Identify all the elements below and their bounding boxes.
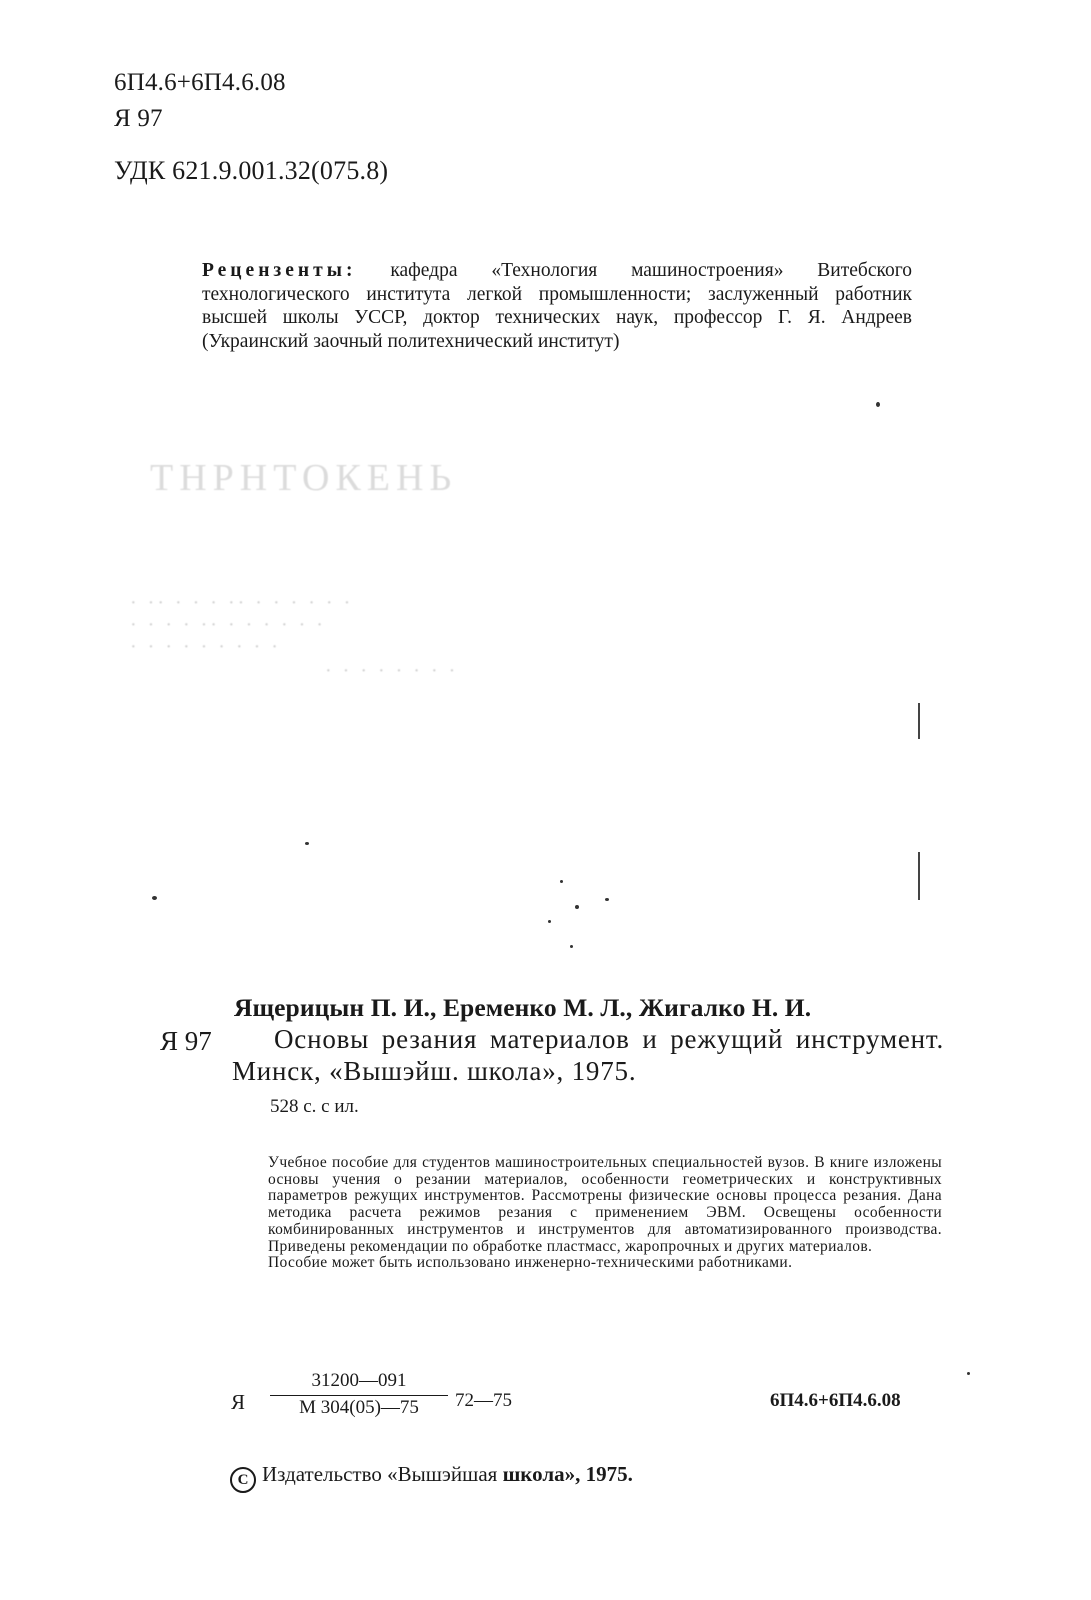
imprint-fraction bbox=[270, 1370, 448, 1419]
scan-speck bbox=[548, 920, 551, 923]
copyright-publisher: Издательство «Вышэйшая bbox=[262, 1462, 498, 1486]
bleed-through-text: · · · · ·· · · · · · · bbox=[130, 614, 326, 636]
scan-line bbox=[918, 852, 920, 900]
bleed-through-text: · · · · · · · · bbox=[325, 660, 459, 682]
scan-speck bbox=[876, 402, 880, 407]
scan-speck bbox=[305, 842, 309, 845]
annotation bbox=[268, 1155, 942, 1272]
scan-speck bbox=[560, 880, 563, 883]
scan-speck bbox=[967, 1372, 970, 1375]
authors: Ящерицын П. И., Еременко М. Л., Жигалко Н. И. bbox=[234, 993, 812, 1022]
scan-line bbox=[918, 703, 920, 739]
udk-code: УДК 621.9.001.32(075.8) bbox=[114, 156, 389, 185]
imprint-letter: Я bbox=[231, 1390, 246, 1414]
copyright-year: школа», 1975. bbox=[502, 1462, 633, 1486]
scan-speck bbox=[152, 896, 157, 900]
bleed-through-text: · · · · · · · · · bbox=[130, 636, 281, 658]
reviewers-label: Рецензенты: bbox=[202, 260, 357, 281]
reviewers-block bbox=[202, 259, 912, 353]
imprint-denominator: М 304(05)—75 bbox=[299, 1397, 419, 1418]
author-mark-left: Я 97 bbox=[160, 1026, 212, 1056]
bleed-through-text: · ·· · · · ·· · · · · · · bbox=[130, 592, 354, 614]
imprint-numerator: 31200—091 bbox=[311, 1370, 407, 1391]
imprint-suffix: 72—75 bbox=[455, 1390, 512, 1411]
imprint-code: 6П4.6+6П4.6.08 bbox=[770, 1390, 901, 1411]
scan-speck bbox=[575, 905, 579, 909]
annotation-paragraph: Пособие может быть использовано инженерно-техническими работниками. bbox=[268, 1254, 793, 1272]
scan-speck bbox=[605, 898, 609, 901]
annotation-paragraph: Учебное пособие для студентов машиностроительных специальностей вузов. В книге изложены основы учения о резании материалов, особенности геометрических и конструктивных параметров режущих инструментов. Рассмотрены физические основы процесса резания. Дана методика расчета режимов резания с применением ЭВМ. Освещены особенности комбинированных инструментов и инструментов для автоматизированного производства. Приведены рекомендации по обработке пластмасс, жаропрочных и других материалов. bbox=[268, 1154, 942, 1255]
copyright-line bbox=[230, 1462, 633, 1493]
page-count: 528 с. с ил. bbox=[270, 1096, 359, 1117]
copyright-icon: C bbox=[230, 1467, 256, 1493]
reviewers-text: кафедра «Технология машиностроения» Витебского технологического института легкой промышленности; заслуженный работник высшей школы УССР, доктор технических наук, профессор Г. Я. Андреев (Украинский заочный политехнический институт) bbox=[202, 260, 912, 352]
classification-code: 6П4.6+6П4.6.08 bbox=[114, 69, 286, 96]
book-title: Основы резания материалов и режущий инструмент. Минск, «Вышэйш. школа», 1975. bbox=[232, 1024, 944, 1086]
scan-speck bbox=[570, 945, 573, 948]
bleed-through-text: ТНРНТОКЕНЬ bbox=[150, 457, 458, 499]
author-mark: Я 97 bbox=[114, 105, 163, 132]
